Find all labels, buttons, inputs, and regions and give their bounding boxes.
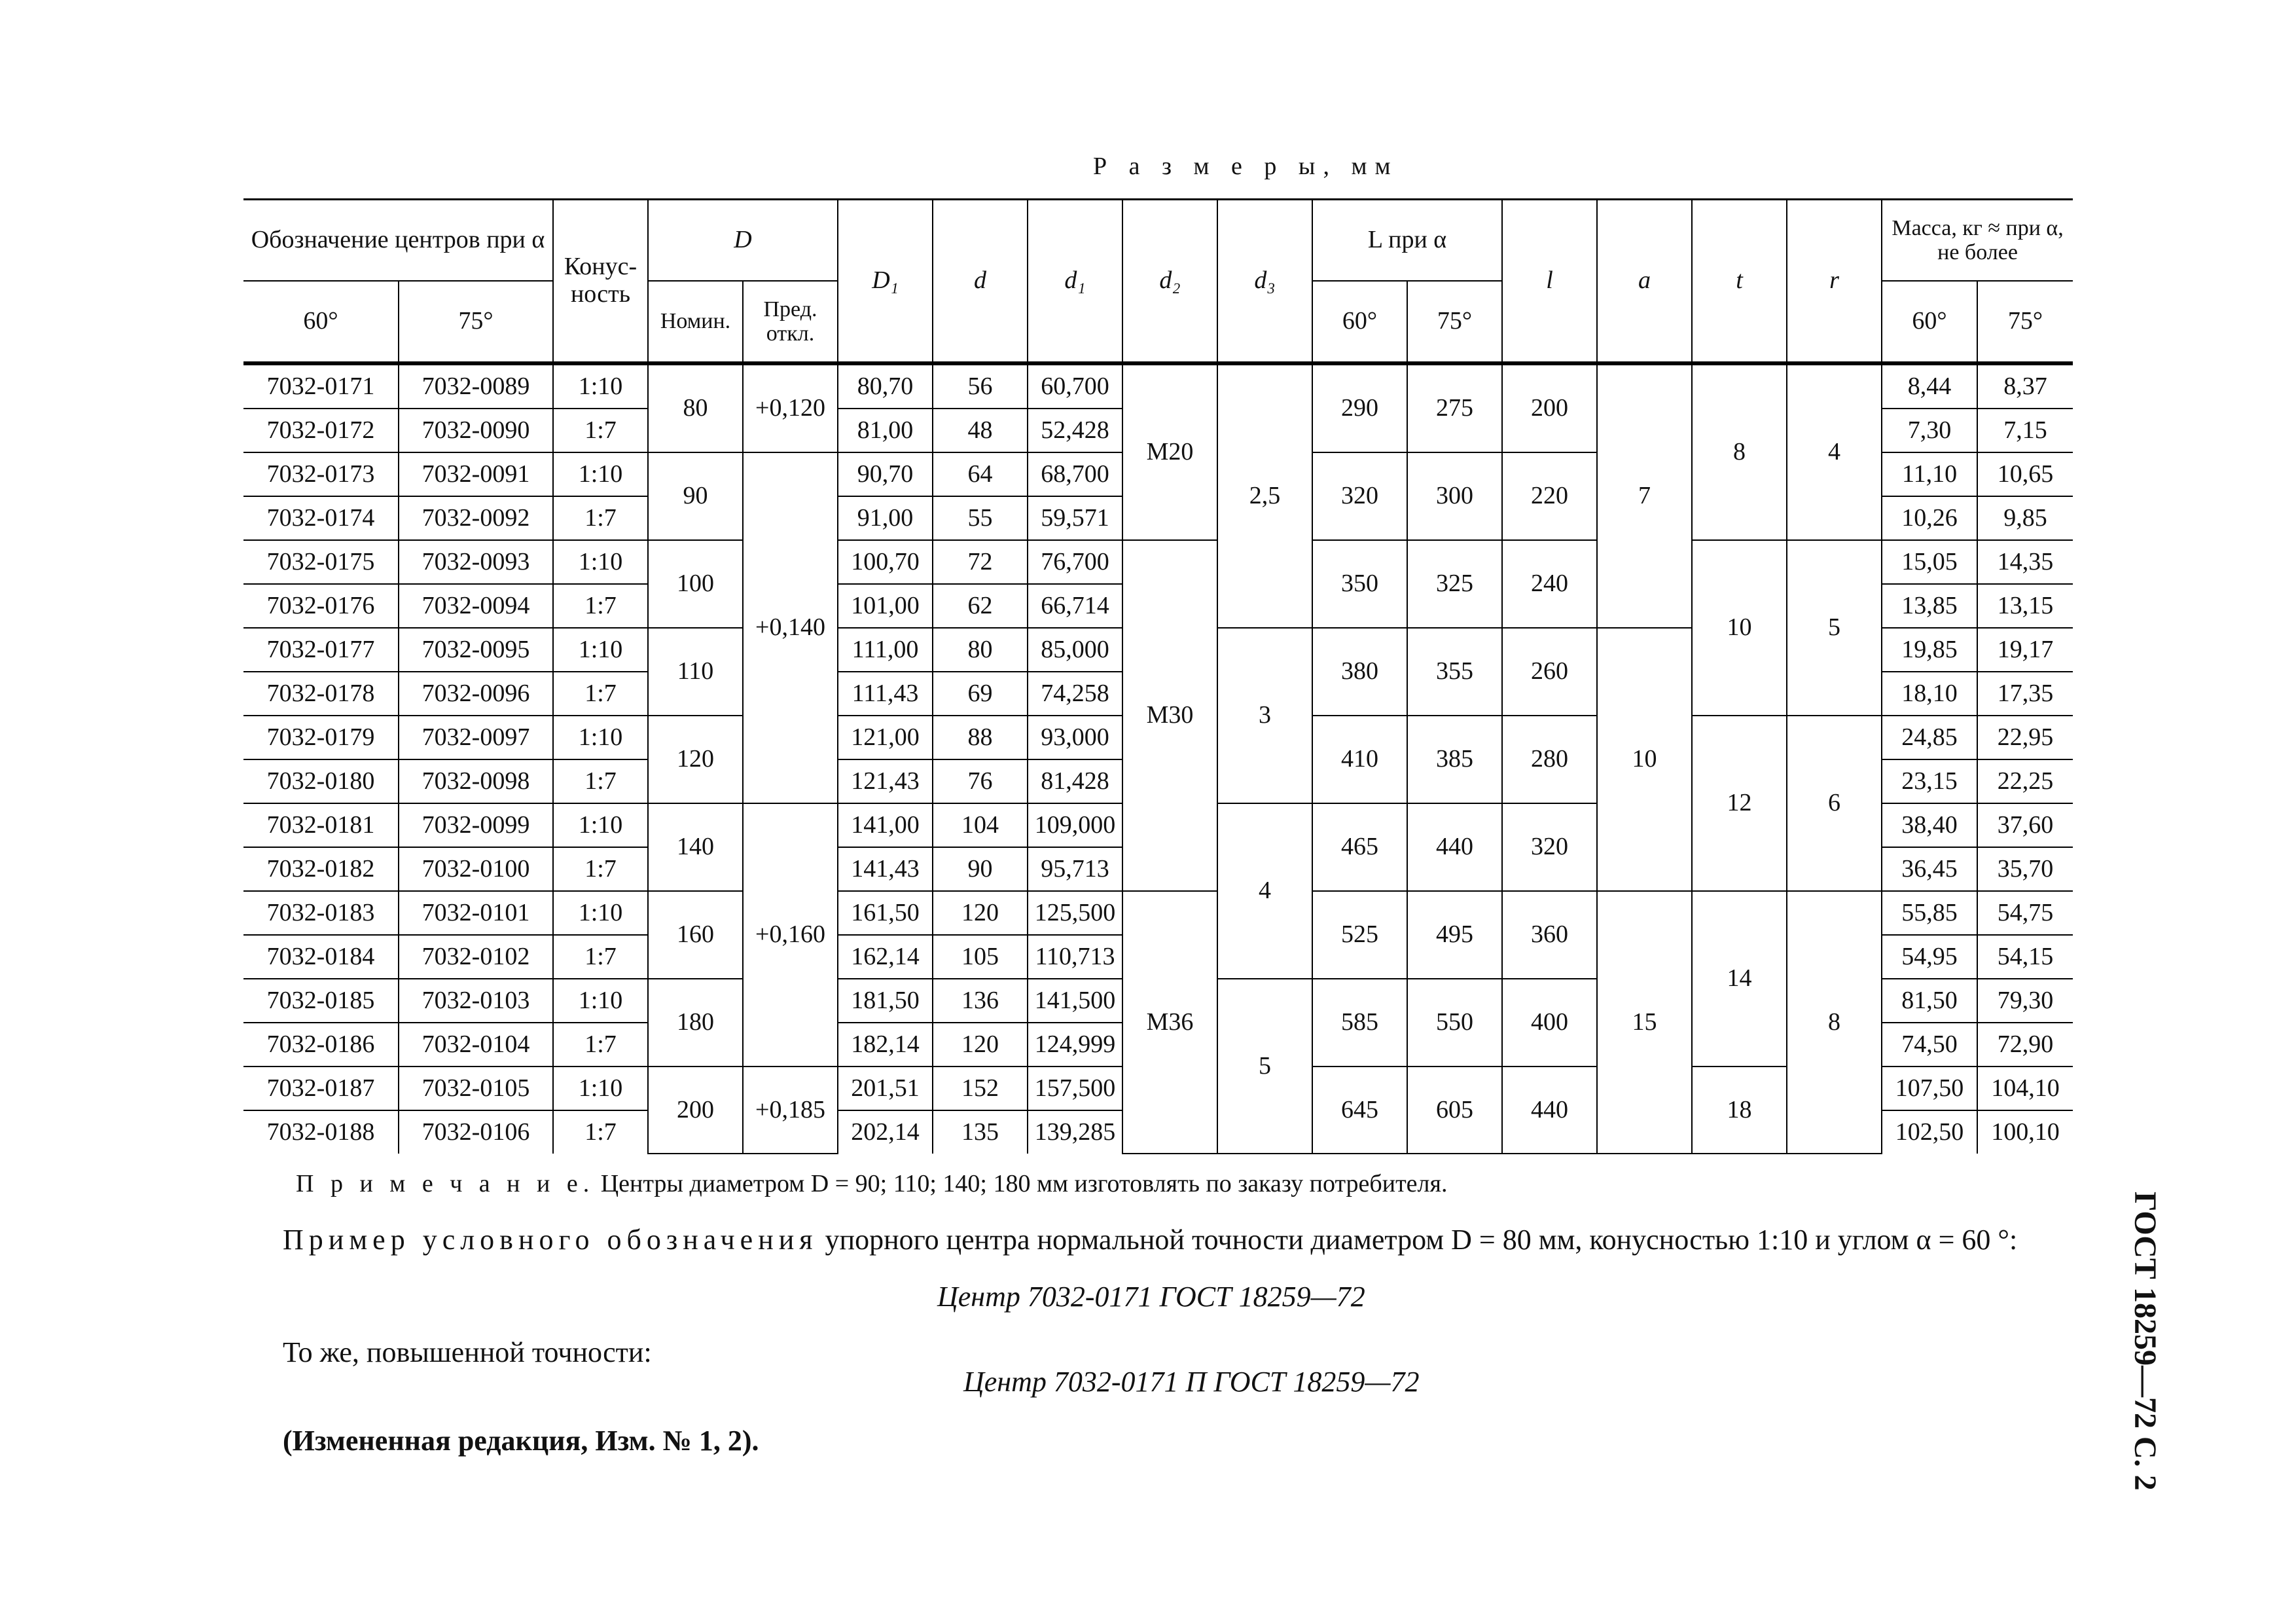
- example-lead: Пример условного обозначения: [283, 1224, 818, 1256]
- cell-designation-60: 7032-0180: [243, 759, 399, 803]
- cell-mass-60: 102,50: [1882, 1110, 1977, 1154]
- cell-taper: 1:10: [553, 803, 648, 847]
- cell-designation-60: 7032-0187: [243, 1067, 399, 1110]
- cell-mass-60: 107,50: [1882, 1067, 1977, 1110]
- cell-D1: 121,43: [838, 759, 933, 803]
- centers-dimensions-table: [243, 198, 2073, 1154]
- designation-example: [283, 1223, 2017, 1256]
- cell-r: 8: [1787, 891, 1882, 1154]
- cell-L-75: 275: [1407, 363, 1502, 452]
- cell-d2: М20: [1122, 363, 1217, 540]
- header-d1: d₁: [1028, 200, 1122, 364]
- cell-taper: 1:7: [553, 847, 648, 891]
- cell-designation-60: 7032-0176: [243, 584, 399, 628]
- cell-d3: 5: [1217, 979, 1312, 1154]
- cell-d2: М36: [1122, 891, 1217, 1154]
- cell-designation-75: 7032-0089: [399, 363, 553, 409]
- cell-designation-75: 7032-0091: [399, 452, 553, 496]
- cell-mass-60: 15,05: [1882, 540, 1977, 584]
- cell-D-nominal: 120: [648, 716, 743, 803]
- cell-d: 90: [933, 847, 1028, 891]
- cell-d1: 109,000: [1028, 803, 1122, 847]
- cell-L-60: 525: [1312, 891, 1407, 979]
- cell-l: 240: [1502, 540, 1597, 628]
- cell-d: 135: [933, 1110, 1028, 1154]
- example-code: Центр 7032-0171 ГОСТ 18259—72: [937, 1281, 1365, 1313]
- cell-D-nominal: 160: [648, 891, 743, 979]
- cell-designation-75: 7032-0092: [399, 496, 553, 540]
- cell-d3: 2,5: [1217, 363, 1312, 628]
- cell-taper: 1:7: [553, 935, 648, 979]
- cell-designation-75: 7032-0094: [399, 584, 553, 628]
- cell-designation-60: 7032-0171: [243, 363, 399, 409]
- cell-taper: 1:7: [553, 1110, 648, 1154]
- cell-D-nominal: 140: [648, 803, 743, 891]
- header-D-tolerance: Пред. откл.: [743, 281, 838, 363]
- cell-designation-60: 7032-0185: [243, 979, 399, 1023]
- header-mass-75: 75°: [1977, 281, 2073, 363]
- cell-r: 5: [1787, 540, 1882, 716]
- cell-d3: 4: [1217, 803, 1312, 979]
- cell-D1: 141,00: [838, 803, 933, 847]
- cell-designation-75: 7032-0101: [399, 891, 553, 935]
- cell-d1: 74,258: [1028, 672, 1122, 716]
- cell-taper: 1:7: [553, 672, 648, 716]
- cell-designation-75: 7032-0090: [399, 409, 553, 452]
- cell-a: 15: [1597, 891, 1692, 1154]
- cell-D1: 101,00: [838, 584, 933, 628]
- cell-mass-75: 54,15: [1977, 935, 2073, 979]
- cell-L-75: 300: [1407, 452, 1502, 540]
- cell-d: 105: [933, 935, 1028, 979]
- header-l: l: [1502, 200, 1597, 364]
- cell-D-tolerance: +0,140: [743, 452, 838, 803]
- table-body: [243, 363, 2073, 1154]
- cell-l: 220: [1502, 452, 1597, 540]
- cell-D1: 100,70: [838, 540, 933, 584]
- cell-D-nominal: 80: [648, 363, 743, 452]
- cell-d: 64: [933, 452, 1028, 496]
- cell-mass-60: 36,45: [1882, 847, 1977, 891]
- cell-L-75: 605: [1407, 1067, 1502, 1154]
- header-D1: D₁: [838, 200, 933, 364]
- cell-t: 8: [1692, 363, 1787, 540]
- cell-mass-75: 7,15: [1977, 409, 2073, 452]
- cell-d: 48: [933, 409, 1028, 452]
- cell-taper: 1:10: [553, 891, 648, 935]
- cell-a: 10: [1597, 628, 1692, 891]
- cell-L-60: 350: [1312, 540, 1407, 628]
- cell-designation-60: 7032-0186: [243, 1023, 399, 1067]
- cell-d: 104: [933, 803, 1028, 847]
- header-L-75: 75°: [1407, 281, 1502, 363]
- table-row: [243, 891, 2073, 935]
- cell-d1: 95,713: [1028, 847, 1122, 891]
- header-mass: Масса, кг ≈ при α, не более: [1882, 200, 2073, 282]
- cell-L-75: 550: [1407, 979, 1502, 1067]
- cell-D1: 161,50: [838, 891, 933, 935]
- cell-designation-60: 7032-0181: [243, 803, 399, 847]
- cell-t: 18: [1692, 1067, 1787, 1154]
- cell-l: 400: [1502, 979, 1597, 1067]
- cell-mass-60: 54,95: [1882, 935, 1977, 979]
- cell-d1: 110,713: [1028, 935, 1122, 979]
- cell-designation-60: 7032-0183: [243, 891, 399, 935]
- cell-L-75: 325: [1407, 540, 1502, 628]
- header-designation-75: 75°: [399, 281, 553, 363]
- header-a: a: [1597, 200, 1692, 364]
- cell-d: 80: [933, 628, 1028, 672]
- cell-D-nominal: 200: [648, 1067, 743, 1154]
- cell-taper: 1:10: [553, 1067, 648, 1110]
- cell-taper: 1:10: [553, 716, 648, 759]
- cell-d1: 68,700: [1028, 452, 1122, 496]
- cell-designation-75: 7032-0105: [399, 1067, 553, 1110]
- cell-d1: 93,000: [1028, 716, 1122, 759]
- cell-d: 120: [933, 891, 1028, 935]
- cell-designation-75: 7032-0093: [399, 540, 553, 584]
- cell-mass-75: 100,10: [1977, 1110, 2073, 1154]
- cell-designation-75: 7032-0103: [399, 979, 553, 1023]
- cell-d: 152: [933, 1067, 1028, 1110]
- header-D-nominal: Номин.: [648, 281, 743, 363]
- cell-mass-60: 81,50: [1882, 979, 1977, 1023]
- cell-designation-60: 7032-0175: [243, 540, 399, 584]
- cell-d1: 81,428: [1028, 759, 1122, 803]
- cell-d: 136: [933, 979, 1028, 1023]
- cell-d: 55: [933, 496, 1028, 540]
- cell-D1: 162,14: [838, 935, 933, 979]
- cell-D1: 182,14: [838, 1023, 933, 1067]
- cell-designation-75: 7032-0098: [399, 759, 553, 803]
- cell-D1: 91,00: [838, 496, 933, 540]
- header-designation-60: 60°: [243, 281, 399, 363]
- cell-mass-75: 54,75: [1977, 891, 2073, 935]
- cell-D1: 201,51: [838, 1067, 933, 1110]
- cell-taper: 1:7: [553, 409, 648, 452]
- cell-D-tolerance: +0,185: [743, 1067, 838, 1154]
- cell-designation-60: 7032-0178: [243, 672, 399, 716]
- header-d3: d₃: [1217, 200, 1312, 364]
- cell-d3: 3: [1217, 628, 1312, 803]
- header-d2: d₂: [1122, 200, 1217, 364]
- cell-mass-75: 14,35: [1977, 540, 2073, 584]
- cell-d1: 60,700: [1028, 363, 1122, 409]
- cell-designation-75: 7032-0097: [399, 716, 553, 759]
- cell-d1: 157,500: [1028, 1067, 1122, 1110]
- cell-D-nominal: 100: [648, 540, 743, 628]
- cell-D1: 141,43: [838, 847, 933, 891]
- cell-d1: 76,700: [1028, 540, 1122, 584]
- note-lead: П р и м е ч а н и е.: [296, 1170, 595, 1197]
- cell-mass-60: 24,85: [1882, 716, 1977, 759]
- cell-L-60: 290: [1312, 363, 1407, 452]
- note-text: Центры диаметром D = 90; 110; 140; 180 мм изготовлять по заказу потребителя.: [600, 1170, 1448, 1197]
- header-t: t: [1692, 200, 1787, 364]
- cell-mass-75: 37,60: [1977, 803, 2073, 847]
- amendment-note: (Измененная редакция, Изм. № 1, 2).: [283, 1425, 759, 1457]
- cell-taper: 1:10: [553, 452, 648, 496]
- cell-L-60: 410: [1312, 716, 1407, 803]
- cell-d1: 141,500: [1028, 979, 1122, 1023]
- cell-mass-60: 74,50: [1882, 1023, 1977, 1067]
- cell-mass-75: 35,70: [1977, 847, 2073, 891]
- cell-l: 260: [1502, 628, 1597, 716]
- cell-D-tolerance: +0,120: [743, 363, 838, 452]
- cell-designation-75: 7032-0106: [399, 1110, 553, 1154]
- cell-L-60: 380: [1312, 628, 1407, 716]
- cell-taper: 1:10: [553, 540, 648, 584]
- cell-d: 120: [933, 1023, 1028, 1067]
- table-caption: Р а з м е р ы, мм: [1093, 153, 1399, 180]
- header-L: L при α: [1312, 200, 1502, 282]
- cell-d: 62: [933, 584, 1028, 628]
- cell-designation-60: 7032-0182: [243, 847, 399, 891]
- cell-d2: М30: [1122, 540, 1217, 891]
- cell-mass-75: 17,35: [1977, 672, 2073, 716]
- cell-designation-60: 7032-0172: [243, 409, 399, 452]
- cell-a: 7: [1597, 363, 1692, 628]
- cell-taper: 1:7: [553, 496, 648, 540]
- cell-d1: 124,999: [1028, 1023, 1122, 1067]
- cell-D1: 121,00: [838, 716, 933, 759]
- cell-mass-75: 9,85: [1977, 496, 2073, 540]
- cell-D-tolerance: +0,160: [743, 803, 838, 1067]
- same-precision-text: То же, повышенной точности:: [283, 1336, 652, 1368]
- cell-d1: 125,500: [1028, 891, 1122, 935]
- cell-d1: 52,428: [1028, 409, 1122, 452]
- cell-taper: 1:7: [553, 584, 648, 628]
- cell-designation-75: 7032-0100: [399, 847, 553, 891]
- cell-designation-60: 7032-0174: [243, 496, 399, 540]
- cell-mass-60: 55,85: [1882, 891, 1977, 935]
- header-designation: Обозначение центров при α: [243, 200, 553, 282]
- cell-d1: 66,714: [1028, 584, 1122, 628]
- cell-L-60: 465: [1312, 803, 1407, 891]
- cell-mass-60: 19,85: [1882, 628, 1977, 672]
- cell-designation-75: 7032-0099: [399, 803, 553, 847]
- cell-D1: 80,70: [838, 363, 933, 409]
- cell-taper: 1:10: [553, 628, 648, 672]
- cell-D-nominal: 110: [648, 628, 743, 716]
- cell-L-60: 645: [1312, 1067, 1407, 1154]
- header-taper: Конус- ность: [553, 200, 648, 364]
- cell-designation-60: 7032-0173: [243, 452, 399, 496]
- cell-taper: 1:10: [553, 979, 648, 1023]
- cell-mass-60: 11,10: [1882, 452, 1977, 496]
- cell-designation-60: 7032-0179: [243, 716, 399, 759]
- cell-D-nominal: 90: [648, 452, 743, 540]
- page-side-label: ГОСТ 18259—72 С. 2: [2128, 1192, 2162, 1491]
- cell-l: 280: [1502, 716, 1597, 803]
- cell-D1: 111,43: [838, 672, 933, 716]
- cell-L-75: 495: [1407, 891, 1502, 979]
- cell-mass-60: 18,10: [1882, 672, 1977, 716]
- cell-d: 69: [933, 672, 1028, 716]
- cell-mass-60: 10,26: [1882, 496, 1977, 540]
- cell-l: 200: [1502, 363, 1597, 452]
- cell-mass-60: 7,30: [1882, 409, 1977, 452]
- cell-d: 56: [933, 363, 1028, 409]
- cell-L-60: 585: [1312, 979, 1407, 1067]
- cell-D1: 181,50: [838, 979, 933, 1023]
- cell-designation-75: 7032-0095: [399, 628, 553, 672]
- cell-d: 72: [933, 540, 1028, 584]
- cell-mass-75: 22,25: [1977, 759, 2073, 803]
- cell-mass-75: 79,30: [1977, 979, 2073, 1023]
- cell-mass-75: 19,17: [1977, 628, 2073, 672]
- example-text: упорного центра нормальной точности диаметром D = 80 мм, конусностью 1:10 и углом α = 60 °:: [825, 1224, 2018, 1256]
- header-D: D: [648, 200, 838, 282]
- cell-mass-60: 38,40: [1882, 803, 1977, 847]
- cell-mass-75: 104,10: [1977, 1067, 2073, 1110]
- cell-L-75: 440: [1407, 803, 1502, 891]
- cell-r: 6: [1787, 716, 1882, 891]
- cell-designation-75: 7032-0102: [399, 935, 553, 979]
- cell-D1: 202,14: [838, 1110, 933, 1154]
- cell-r: 4: [1787, 363, 1882, 540]
- cell-designation-60: 7032-0188: [243, 1110, 399, 1154]
- cell-D1: 90,70: [838, 452, 933, 496]
- cell-taper: 1:10: [553, 363, 648, 409]
- cell-mass-75: 10,65: [1977, 452, 2073, 496]
- cell-taper: 1:7: [553, 759, 648, 803]
- cell-mass-60: 23,15: [1882, 759, 1977, 803]
- cell-t: 10: [1692, 540, 1787, 716]
- cell-taper: 1:7: [553, 1023, 648, 1067]
- cell-mass-75: 8,37: [1977, 363, 2073, 409]
- cell-mass-60: 8,44: [1882, 363, 1977, 409]
- cell-l: 440: [1502, 1067, 1597, 1154]
- cell-designation-60: 7032-0177: [243, 628, 399, 672]
- cell-designation-60: 7032-0184: [243, 935, 399, 979]
- cell-d: 76: [933, 759, 1028, 803]
- cell-D-nominal: 180: [648, 979, 743, 1067]
- header-d: d: [933, 200, 1028, 364]
- cell-L-75: 385: [1407, 716, 1502, 803]
- cell-D1: 81,00: [838, 409, 933, 452]
- cell-mass-75: 72,90: [1977, 1023, 2073, 1067]
- cell-D1: 111,00: [838, 628, 933, 672]
- cell-mass-75: 13,15: [1977, 584, 2073, 628]
- cell-d1: 139,285: [1028, 1110, 1122, 1154]
- cell-t: 12: [1692, 716, 1787, 891]
- cell-mass-75: 22,95: [1977, 716, 2073, 759]
- cell-l: 320: [1502, 803, 1597, 891]
- cell-l: 360: [1502, 891, 1597, 979]
- cell-L-60: 320: [1312, 452, 1407, 540]
- header-mass-60: 60°: [1882, 281, 1977, 363]
- cell-designation-75: 7032-0096: [399, 672, 553, 716]
- table-row: [243, 363, 2073, 409]
- header-L-60: 60°: [1312, 281, 1407, 363]
- cell-d1: 85,000: [1028, 628, 1122, 672]
- table-note: [296, 1169, 1447, 1198]
- cell-d: 88: [933, 716, 1028, 759]
- cell-t: 14: [1692, 891, 1787, 1067]
- cell-mass-60: 13,85: [1882, 584, 1977, 628]
- table-row: [243, 540, 2073, 584]
- cell-L-75: 355: [1407, 628, 1502, 716]
- header-r: r: [1787, 200, 1882, 364]
- same-precision-code: Центр 7032-0171 П ГОСТ 18259—72: [963, 1366, 1420, 1398]
- cell-designation-75: 7032-0104: [399, 1023, 553, 1067]
- cell-d1: 59,571: [1028, 496, 1122, 540]
